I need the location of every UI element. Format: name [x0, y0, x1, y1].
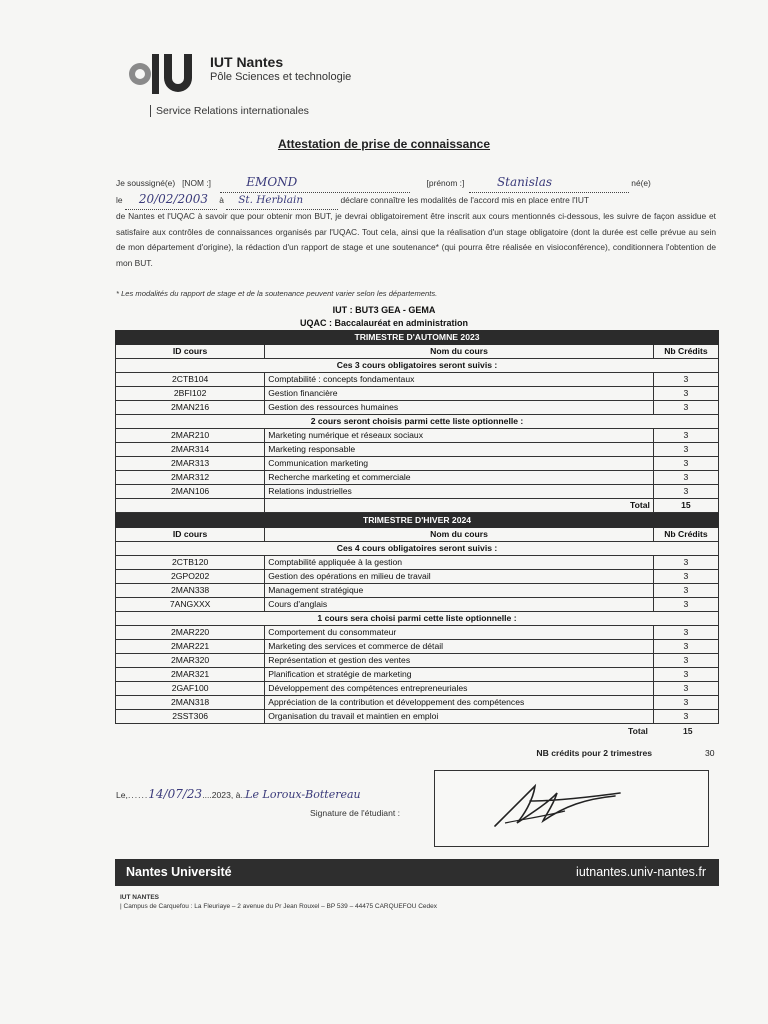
- course-id: 2MAR221: [116, 640, 265, 654]
- total-empty-cell: [116, 499, 265, 513]
- course-row: [116, 584, 719, 598]
- course-name: Gestion financière: [265, 387, 654, 401]
- section-row: [116, 359, 719, 373]
- course-id: 2MAN318: [116, 696, 265, 710]
- course-credits: 3: [653, 682, 718, 696]
- student-signature: [435, 771, 708, 846]
- course-name: Relations industrielles: [265, 485, 654, 499]
- col-header-name: Nom du cours: [265, 528, 654, 542]
- course-credits: 3: [653, 401, 718, 415]
- prenom-label: [prénom :]: [426, 178, 465, 188]
- prenom-field: [469, 175, 629, 193]
- course-row: [116, 682, 719, 696]
- section-label: Ces 4 cours obligatoires seront suivis :: [116, 542, 719, 556]
- course-row: [116, 457, 719, 471]
- course-row: [116, 373, 719, 387]
- footer-university: Nantes Université: [126, 865, 232, 879]
- course-row: [116, 626, 719, 640]
- course-name: Représentation et gestion des ventes: [265, 654, 654, 668]
- sign-le-label: Le,: [116, 790, 128, 800]
- course-id: 2CTB104: [116, 373, 265, 387]
- course-id: 2MAN216: [116, 401, 265, 415]
- course-id: 2MAR314: [116, 443, 265, 457]
- course-credits: 3: [653, 584, 718, 598]
- footer-address: | Campus de Carquefou : La Fleuriaye – 2 avenue du Pr Jean Rouxel – BP 539 – 44475 CARQUEFOU Cedex: [120, 903, 437, 910]
- declaration-prefix: Je soussigné(e): [116, 178, 176, 188]
- sign-year-suffix: 2023, à: [211, 790, 241, 800]
- course-id: 2MAR210: [116, 429, 265, 443]
- birth-date-value: 20/02/2003: [138, 192, 209, 206]
- course-name: Planification et stratégie de marketing: [265, 668, 654, 682]
- section-row: [116, 415, 719, 429]
- course-name: Marketing des services et commerce de détail: [265, 640, 654, 654]
- course-id: 2GPO202: [116, 570, 265, 584]
- course-name: Communication marketing: [265, 457, 654, 471]
- column-header-row: [116, 345, 719, 359]
- course-name: Management stratégique: [265, 584, 654, 598]
- course-id: 2MAR220: [116, 626, 265, 640]
- footnote: * Les modalités du rapport de stage et de la soutenance peuvent varier selon les départements.: [116, 289, 438, 298]
- course-row: [116, 556, 719, 570]
- course-name: Comptabilité appliquée à la gestion: [265, 556, 654, 570]
- signature-label: Signature de l'étudiant :: [310, 808, 401, 818]
- course-id: 2MAR313: [116, 457, 265, 471]
- course-credits: 3: [653, 640, 718, 654]
- birth-place-value: St. Herblain: [238, 194, 304, 206]
- course-name: Appréciation de la contribution et développement des compétences: [265, 696, 654, 710]
- footer-address-title: IUT NANTES: [120, 894, 159, 901]
- institution-name: IUT Nantes: [210, 54, 284, 70]
- col-header-id: ID cours: [116, 528, 265, 542]
- course-id: 2MAR312: [116, 471, 265, 485]
- section-label: 1 cours sera choisi parmi cette liste optionnelle :: [116, 612, 719, 626]
- signature-date-line: Le,......14/07/23....2023, à..Le Loroux-Bottereau: [116, 787, 361, 801]
- course-row: [116, 668, 719, 682]
- course-credits: 3: [653, 485, 718, 499]
- course-row: [116, 485, 719, 499]
- footer-website-link[interactable]: iutnantes.univ-nantes.fr: [576, 865, 706, 879]
- course-id: 2MAR321: [116, 668, 265, 682]
- iut-logo: [126, 50, 198, 98]
- course-credits: 3: [653, 443, 718, 457]
- document-title: Attestation de prise de connaissance: [277, 137, 491, 151]
- autumn-course-table: [115, 330, 719, 513]
- column-header-row: [116, 528, 719, 542]
- winter-total-label: Total: [628, 726, 648, 736]
- winter-course-table: [115, 513, 719, 724]
- course-row: [116, 640, 719, 654]
- course-name: Gestion des opérations en milieu de travail: [265, 570, 654, 584]
- course-id: 2MAN106: [116, 485, 265, 499]
- course-row: [116, 401, 719, 415]
- course-id: 2BFI102: [116, 387, 265, 401]
- institution-subtitle: Pôle Sciences et technologie: [210, 71, 352, 83]
- birth-date-field: [125, 192, 217, 210]
- section-row: [116, 612, 719, 626]
- course-name: Comptabilité : concepts fondamentaux: [265, 373, 654, 387]
- nom-value: EMOND: [246, 175, 298, 189]
- course-credits: 3: [653, 654, 718, 668]
- prenom-value: Stanislas: [496, 175, 553, 189]
- course-row: [116, 387, 719, 401]
- credits-summary-label: NB crédits pour 2 trimestres: [536, 748, 652, 758]
- course-credits: 3: [653, 457, 718, 471]
- course-row: [116, 654, 719, 668]
- declaration-line-2-text: déclare connaître les modalités de l'accord mis en place entre l'IUT: [340, 195, 590, 205]
- course-credits: 3: [653, 668, 718, 682]
- section-row: [116, 542, 719, 556]
- programme-iut: IUT : BUT3 GEA - GEMA: [332, 305, 436, 315]
- total-value: 15: [653, 499, 718, 513]
- course-id: 2MAR320: [116, 654, 265, 668]
- sign-place: Le Loroux-Bottereau: [245, 788, 361, 801]
- term-title: TRIMESTRE D'AUTOMNE 2023: [116, 331, 719, 345]
- course-id: 2CTB120: [116, 556, 265, 570]
- course-name: Comportement du consommateur: [265, 626, 654, 640]
- section-label: Ces 3 cours obligatoires seront suivis :: [116, 359, 719, 373]
- course-name: Cours d'anglais: [265, 598, 654, 612]
- course-credits: 3: [653, 710, 718, 724]
- nom-label: [NOM :]: [182, 178, 211, 188]
- course-credits: 3: [653, 429, 718, 443]
- a-label: à: [219, 195, 224, 205]
- course-id: 2MAN338: [116, 584, 265, 598]
- course-row: [116, 570, 719, 584]
- course-credits: 3: [653, 556, 718, 570]
- course-name: Marketing responsable: [265, 443, 654, 457]
- term-title: TRIMESTRE D'HIVER 2024: [116, 514, 719, 528]
- course-credits: 3: [653, 387, 718, 401]
- course-credits: 3: [653, 471, 718, 485]
- birth-place-field: [226, 193, 338, 210]
- course-credits: 3: [653, 598, 718, 612]
- course-row: [116, 471, 719, 485]
- course-credits: 3: [653, 626, 718, 640]
- course-name: Organisation du travail et maintien en emploi: [265, 710, 654, 724]
- course-row: [116, 696, 719, 710]
- course-name: Recherche marketing et commerciale: [265, 471, 654, 485]
- signature-box: [434, 770, 709, 847]
- declaration-line-1: [116, 175, 716, 193]
- course-row: [116, 443, 719, 457]
- course-name: Marketing numérique et réseaux sociaux: [265, 429, 654, 443]
- course-row: [116, 598, 719, 612]
- course-name: Développement des compétences entrepreneuriales: [265, 682, 654, 696]
- total-row: [116, 499, 719, 513]
- sign-date: 14/07/23: [148, 787, 203, 801]
- course-id: 2SST306: [116, 710, 265, 724]
- winter-total-value: 15: [683, 726, 693, 736]
- course-credits: 3: [653, 696, 718, 710]
- le-label: le: [116, 195, 123, 205]
- nom-field: [220, 175, 410, 193]
- course-credits: 3: [653, 373, 718, 387]
- declaration-paragraph: de Nantes et l'UQAC à savoir que pour obtenir mon BUT, je devrai obligatoirement être inscrit aux cours mentionnés ci-dessous, les suivre de façon assidue et satisfaire aux contrôles de connaissances organisés par l'UQAC. Tout cela, ainsi que la réalisation d'un stage obligatoire (dont la durée est celle prévue au sein de mon département d'origine), la rédaction d'un rapport de stage et une soutenance* (qui pourra être réalisée en visioconférence), conditionnera l'obtention de mon BUT.: [116, 211, 716, 268]
- declaration-line-2: [116, 192, 716, 210]
- course-name: Gestion des ressources humaines: [265, 401, 654, 415]
- course-row: [116, 710, 719, 724]
- service-name: Service Relations internationales: [150, 105, 309, 117]
- programme-uqac: UQAC : Baccalauréat en administration: [299, 318, 469, 328]
- credits-summary-value: 30: [705, 748, 715, 758]
- col-header-credits: Nb Crédits: [653, 345, 718, 359]
- col-header-name: Nom du cours: [265, 345, 654, 359]
- col-header-credits: Nb Crédits: [653, 528, 718, 542]
- total-label: Total: [265, 499, 654, 513]
- course-row: [116, 429, 719, 443]
- term-title-row: [116, 331, 719, 345]
- course-id: 2GAF100: [116, 682, 265, 696]
- term-title-row: [116, 514, 719, 528]
- section-label: 2 cours seront choisis parmi cette liste optionnelle :: [116, 415, 719, 429]
- course-credits: 3: [653, 570, 718, 584]
- born-label: né(e): [631, 178, 651, 188]
- course-id: 7ANGXXX: [116, 598, 265, 612]
- col-header-id: ID cours: [116, 345, 265, 359]
